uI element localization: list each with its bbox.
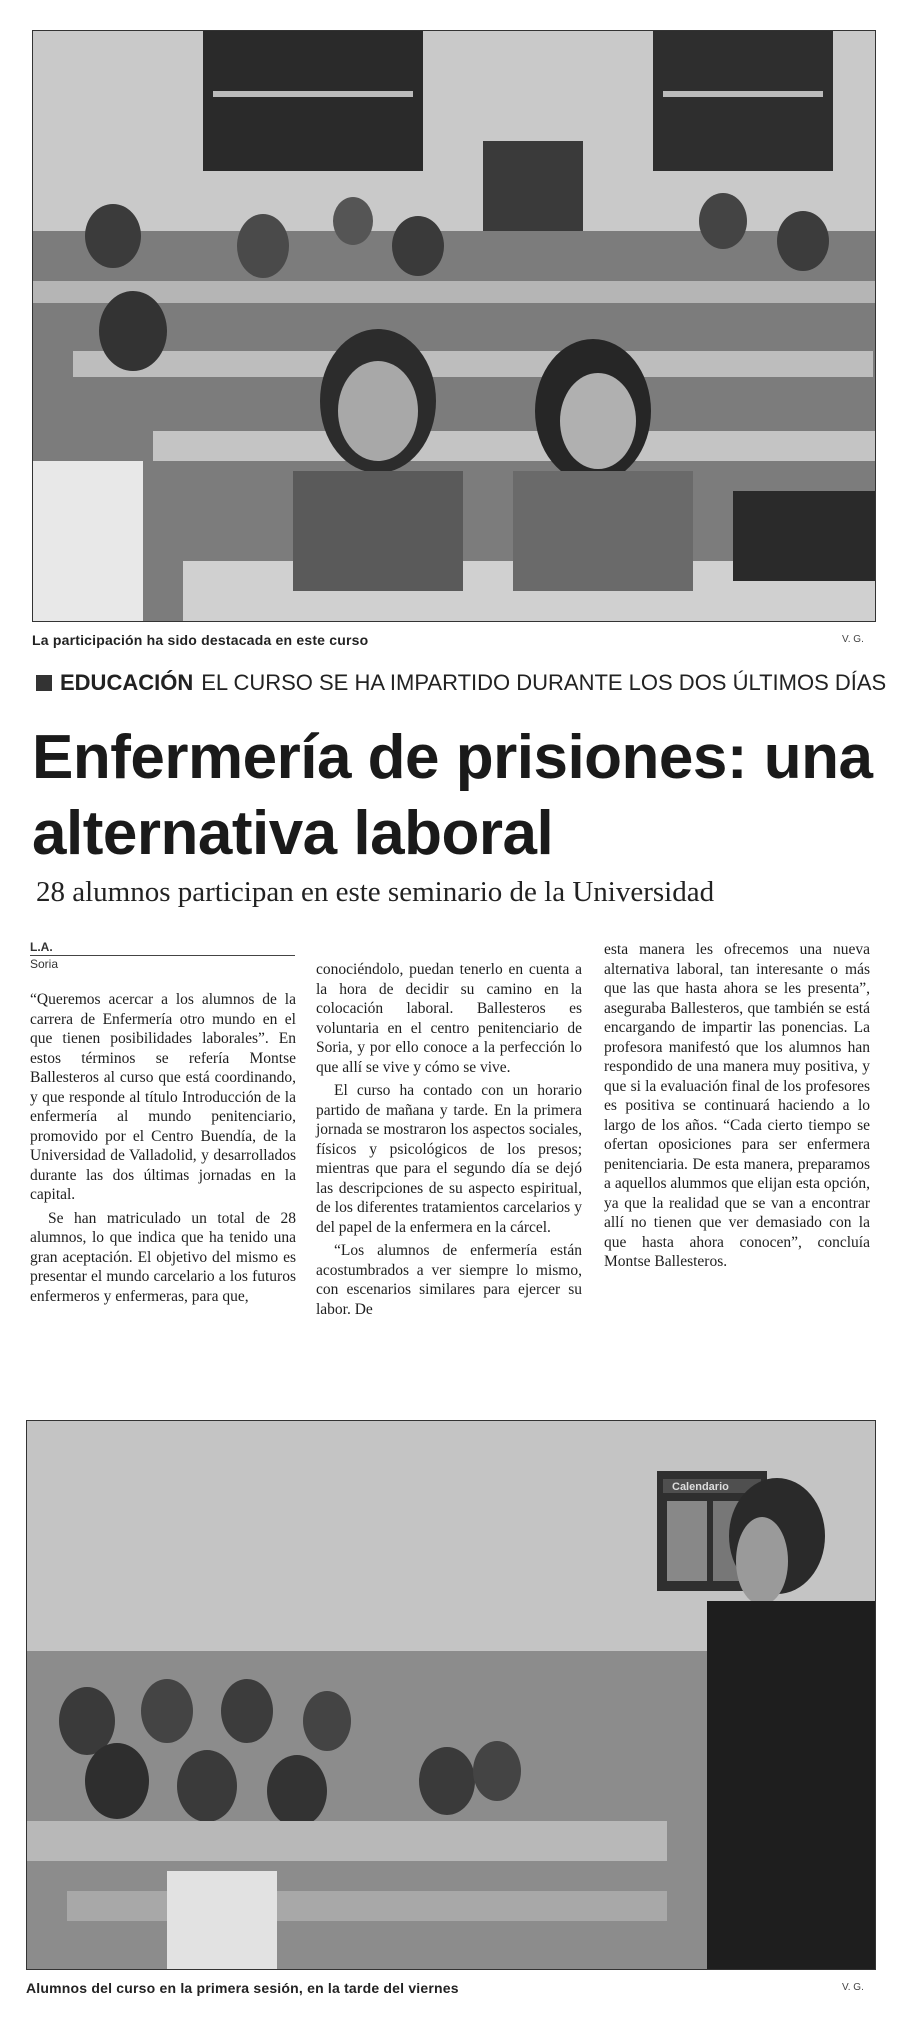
paragraph: “Los alumnos de enfermería están acostumbrados a ver siempre lo mismo, con escenarios similares para ejercer su labor. De [316, 1242, 582, 1318]
body-column-3 [604, 940, 870, 1276]
kicker [36, 670, 886, 696]
section-label: EDUCACIÓN [60, 670, 194, 695]
paragraph: “Queremos acercar a los alumnos de la carrera de Enfermería otro mundo en el que tienen posibilidades laborales”. En estos términos se refería Montse Ballesteros al curso que está coordinando, y que responde al título Introducción de la enfermería al mundo penitenciario, promovido por el Centro Buendía, de la Universidad de Valladolid, y desarrollados durante las dos últimas jornadas en la capital. [30, 991, 296, 1203]
bottom-photo-caption: Alumnos del curso en la primera sesión, en la tarde del viernes [26, 1980, 459, 1996]
headline: Enfermería de prisiones: una alternativa laboral [32, 723, 873, 868]
subheadline: 28 alumnos participan en este seminario de la Universidad [36, 876, 715, 908]
bottom-photo [26, 1420, 876, 1970]
kicker-text: EL CURSO SE HA IMPARTIDO DURANTE LOS DOS ÚLTIMOS DÍAS [201, 670, 887, 695]
byline [30, 940, 295, 971]
top-photo-caption: La participación ha sido destacada en este curso [32, 632, 369, 648]
body-column-1 [30, 990, 296, 1310]
byline-author: L.A. [30, 940, 295, 956]
classroom-photo-graphic [33, 31, 875, 621]
paragraph: esta manera les ofrecemos una nueva alternativa laboral, tan interesante o más que las que hasta ahora se les presenta”, aseguraba Ballesteros, que también se está encargando de impartir las ponencias. La profesora manifestó que los alumnos han respondido de una manera muy positiva, y que si la evaluación final de los profesores es positiva se continuará haciendo a lo largo de los años. “Cada cierto tiempo se ofertan oposiciones para ser enfermera penitenciaria. De esta manera, preparamos a aquellos alummos que elijan esta opción, ya que la realidad que se van a encontrar allí no tienen que ver demasiado con la que hasta ahora conocen”, concluía Montse Ballesteros. [604, 941, 870, 1270]
lecture-photo-graphic [27, 1421, 875, 1969]
top-photo-credit: V. G. [842, 634, 864, 645]
paragraph: El curso ha contado con un horario partido de mañana y tarde. En la primera jornada se mostraron los aspectos sociales, físicos y psicológicos de los presos; mientras que para el segundo día se dejó las descripciones de su aspecto espiritual, de los diferentes tratamientos carcelarios y del papel de la enfermera en la cárcel. [316, 1082, 582, 1236]
paragraph: Se han matriculado un total de 28 alumnos, lo que indica que ha tenido una gran aceptación. El objetivo del mismo es presentar el mundo carcelario a los futuros enfermeros y enfermeras, para que, [30, 1209, 296, 1305]
section-square-icon [36, 675, 52, 691]
bottom-photo-credit: V. G. [842, 1982, 864, 1993]
byline-place: Soria [30, 957, 59, 971]
body-column-2 [316, 960, 582, 1323]
top-photo [32, 30, 876, 622]
poster-title: Calendario [672, 1481, 729, 1493]
paragraph: conociéndolo, puedan tenerlo en cuenta a la hora de decidir su camino en la colocación laboral. Ballesteros es voluntaria en el centro penitenciario de Soria, y por ello conoce a la perfección lo que allí se vive y cómo se vive. [316, 961, 582, 1076]
